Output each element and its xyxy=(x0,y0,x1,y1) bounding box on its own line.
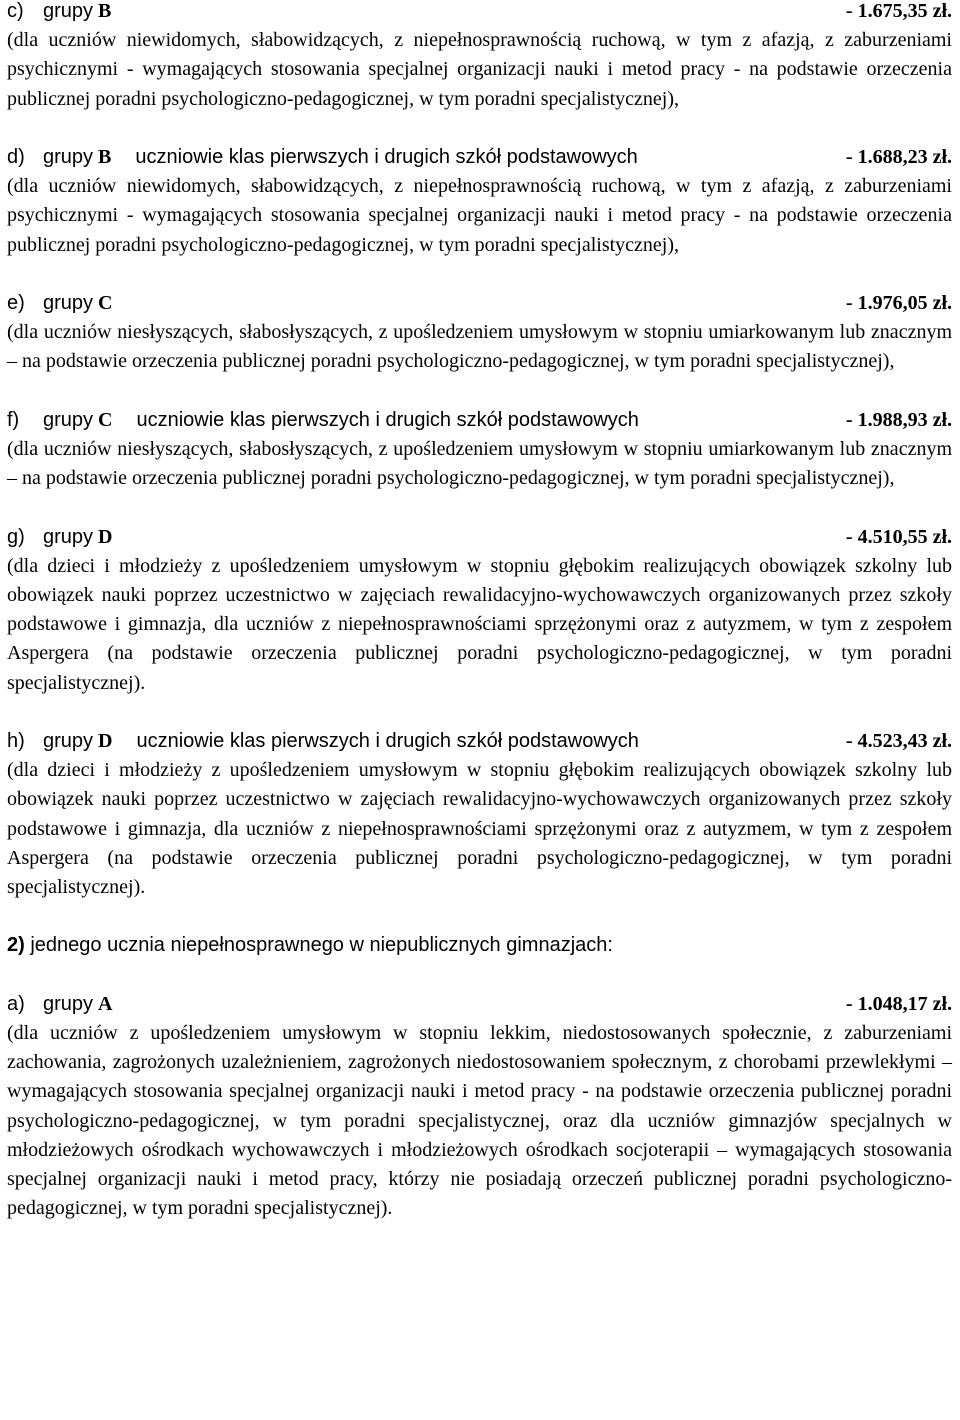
entry-description: (dla uczniów z upośledzeniem umysłowym w stopniu lekkim, niedostosowanych społecznie, z zaburzeniami zachowania, zagrożonych uzależnieniem, zagrożonych niedostosowaniem społecznym, z chorobami przewlekłymi – wymagających stosowania specjalnej organizacji nauki i metod pracy - na podstawie orzeczenia publicznej poradni psychologiczno-pedagogicznej, w tym poradni specjalistycznej, oraz dla uczniów gimnazjów specjalnych w młodzieżowych ośrodkach wychowawczych i młodzieżowych ośrodkach socjoterapii – wymagających stosowania specjalnej organizacji nauki i metod pracy, którzy nie posiadają orzeczeń publicznej poradni psychologiczno-pedagogicznej, w tym poradni specjalistycznej). xyxy=(7,1021,952,1220)
amount: - 4.523,43 zł. xyxy=(845,729,952,752)
entry-letter: g) xyxy=(7,525,25,548)
amount: - 1.988,93 zł. xyxy=(845,408,952,431)
entry-letter: f) xyxy=(7,408,20,431)
entry-description: (dla dzieci i młodzieży z upośledzeniem umysłowym w stopniu głębokim realizujących obowiązek szkolny lub obowiązek nauki poprzez uczestnictwo w zajęciach rewalidacyjno-wychowawczych organizowanych przez szkoły podstawowe i gimnazja, dla uczniów z niepełnosprawnościami sprzężonymi oraz z autyzmem, w tym z zespołem Aspergera (na podstawie orzeczenia publicznej poradni psychologiczno-pedagogicznej, w tym poradni specjalistycznej). xyxy=(7,759,952,898)
group-code: B xyxy=(98,145,112,168)
amount: - 1.976,05 zł. xyxy=(845,291,952,314)
group-label: grupy xyxy=(43,992,94,1015)
entry-description: (dla uczniów niewidomych, słabowidzących, z niepełnosprawnością ruchową, w tym z afazją, z zaburzeniami psychicznymi - wymagających stosowania specjalnej organizacji nauki i metod pracy - na podstawie orzeczenia publicznej poradni psychologiczno-pedagogicznej, w tym poradni specjalistycznej), xyxy=(7,175,952,256)
amount: - 1.048,17 zł. xyxy=(845,992,952,1015)
entry-note: uczniowie klas pierwszych i drugich szkół podstawowych xyxy=(136,408,639,431)
section-text: jednego ucznia niepełnosprawnego w niepublicznych gimnazjach: xyxy=(30,934,613,957)
group-code: A xyxy=(98,992,113,1015)
group-label: grupy xyxy=(43,0,94,22)
document-page xyxy=(7,0,952,1223)
section-heading xyxy=(7,931,952,960)
entry-letter: c) xyxy=(7,0,24,22)
group-code: C xyxy=(98,291,113,314)
entry-h xyxy=(7,727,952,902)
entry-note: uczniowie klas pierwszych i drugich szkół podstawowych xyxy=(136,729,639,752)
group-code: B xyxy=(98,0,112,22)
entry-description: (dla uczniów niesłyszących, słabosłyszących, z upośledzeniem umysłowym w stopniu umiarkowanym lub znacznym – na podstawie orzeczenia publicznej poradni psychologiczno-pedagogicznej, w tym poradni specjalistycznej), xyxy=(7,437,952,490)
entry-header xyxy=(7,0,952,26)
entry-letter: a) xyxy=(7,992,25,1015)
group-code: D xyxy=(98,525,113,548)
entry-note: uczniowie klas pierwszych i drugich szkół podstawowych xyxy=(135,145,638,168)
entry-letter: d) xyxy=(7,145,25,168)
entry-description: (dla dzieci i młodzieży z upośledzeniem umysłowym w stopniu głębokim realizujących obowiązek szkolny lub obowiązek nauki poprzez uczestnictwo w zajęciach rewalidacyjno-wychowawczych organizowanych przez szkoły podstawowe i gimnazja, dla uczniów z niepełnosprawnościami sprzężonymi oraz z autyzmem, w tym z zespołem Aspergera (na podstawie orzeczenia publicznej poradni psychologiczno-pedagogicznej, w tym poradni specjalistycznej). xyxy=(7,554,952,694)
entry-f xyxy=(7,406,952,494)
entry-g xyxy=(7,523,952,698)
entry-description: (dla uczniów niewidomych, słabowidzących, z niepełnosprawnością ruchową, w tym z afazją, z zaburzeniami psychicznymi - wymagających stosowania specjalnej organizacji nauki i metod pracy - na podstawie orzeczenia publicznej poradni psychologiczno-pedagogicznej, w tym poradni specjalistycznej), xyxy=(7,29,952,110)
group-label: grupy xyxy=(43,525,94,548)
entry-description: (dla uczniów niesłyszących, słabosłyszących, z upośledzeniem umysłowym w stopniu umiarkowanym lub znacznym – na podstawie orzeczenia publicznej poradni psychologiczno-pedagogicznej, w tym poradni specjalistycznej), xyxy=(7,321,952,373)
amount: - 1.675,35 zł. xyxy=(845,0,952,22)
entry-header xyxy=(7,289,952,318)
section-number: 2) xyxy=(7,934,25,957)
entry-header xyxy=(7,990,952,1019)
amount: - 1.688,23 zł. xyxy=(845,145,952,168)
group-label: grupy xyxy=(43,291,94,314)
entry-a xyxy=(7,990,952,1224)
group-code: C xyxy=(98,408,113,431)
entry-letter: e) xyxy=(7,291,25,314)
entry-d xyxy=(7,143,952,260)
entry-header xyxy=(7,406,952,435)
entry-header xyxy=(7,143,952,172)
entry-c xyxy=(7,0,952,114)
entry-letter: h) xyxy=(7,729,25,752)
group-label: grupy xyxy=(43,729,94,752)
group-label: grupy xyxy=(43,145,94,168)
entry-header xyxy=(7,523,952,552)
entry-header xyxy=(7,727,952,756)
group-label: grupy xyxy=(43,408,94,431)
amount: - 4.510,55 zł. xyxy=(845,525,952,548)
group-code: D xyxy=(98,729,113,752)
entry-e xyxy=(7,289,952,377)
